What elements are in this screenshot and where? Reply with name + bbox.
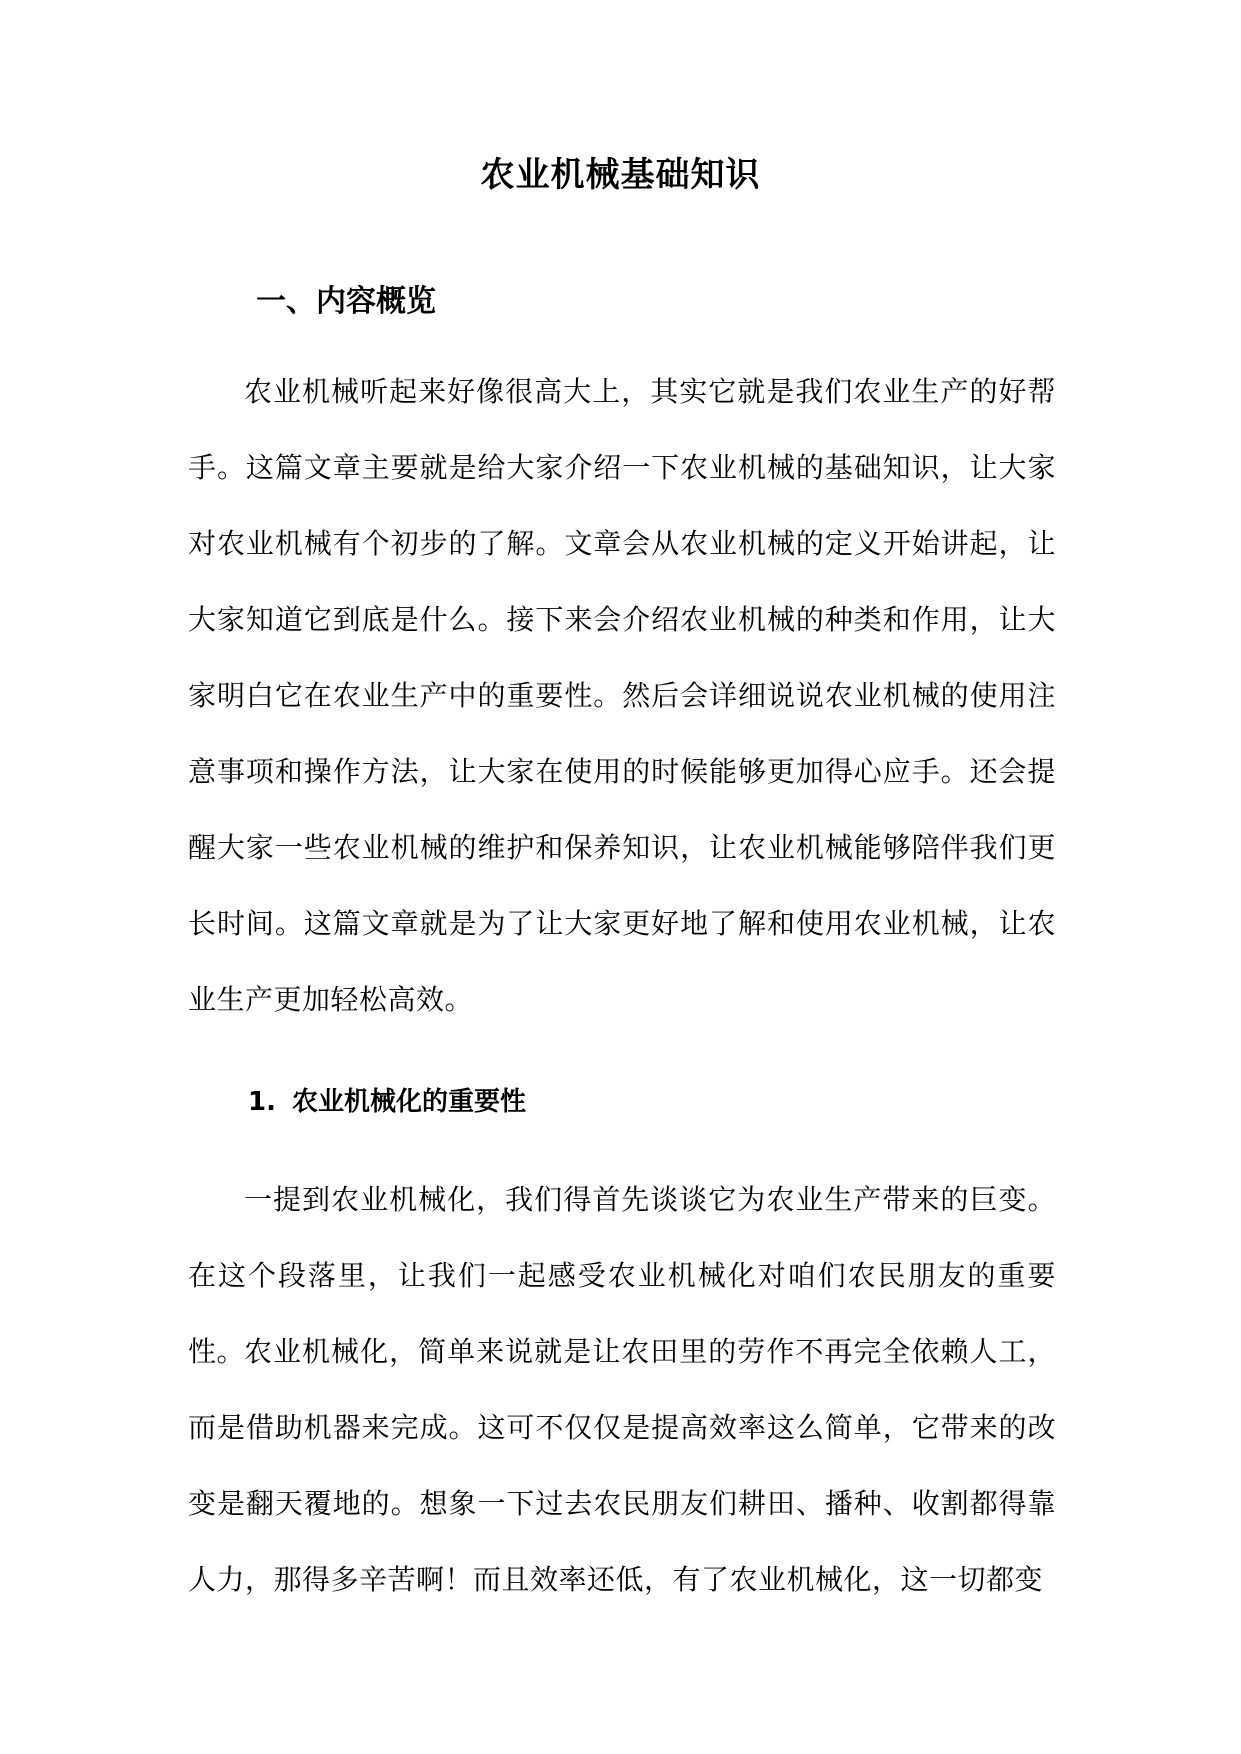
document-title: 农业机械基础知识 bbox=[480, 155, 761, 195]
section-heading: 一、内容概览 bbox=[256, 284, 436, 319]
subsection-title: 农业机械化的重要性 bbox=[292, 1087, 527, 1117]
subsection-number: 1. bbox=[248, 1087, 276, 1117]
body-paragraph: 一提到农业机械化，我们得首先谈谈它为农业生产带来的巨变。在这个段落里，让我们一起感受农业机械化对咱们农民朋友的重要性。 bbox=[188, 1183, 1056, 1368]
subsection-heading bbox=[248, 1082, 526, 1122]
body-paragraph: 农业机械听起来好像很高大上，其实它就是我们农业生产的好帮手。这篇文章主要就是给大家介绍一下农业机械的基础知识，让大家对农业机械有个初步的了解。文章会从农业机械的定义开始讲起，让大家知道它到底是什么。接下来会介绍农业机械的种类和作用，让大家明白它在农业生产中的重要性。然后会详细说说农业机械的使用注意事项和操作方法，让大家在使用的时候能够更加得心应手。还会提醒大家一些农业机械的维护和保养知识，让农业机械能够陪伴我们更长时间。这篇文章就是为了让大家更好地了解和使用农业机械，让农业生产更加轻松高效。 bbox=[188, 375, 1056, 1016]
body-paragraph: 农业机械化，简单来说就是让农田里的劳作不再完全依赖人工，而是借助机器来完成。这可不仅仅是提高效率这么简单，它带来的改变是翻天覆地的。想象一下过去农民朋友们耕田、播种、收割都得靠人力，那得多辛苦啊！而且效率还低，有了农业机械化，这一切都变 bbox=[188, 1335, 1056, 1596]
